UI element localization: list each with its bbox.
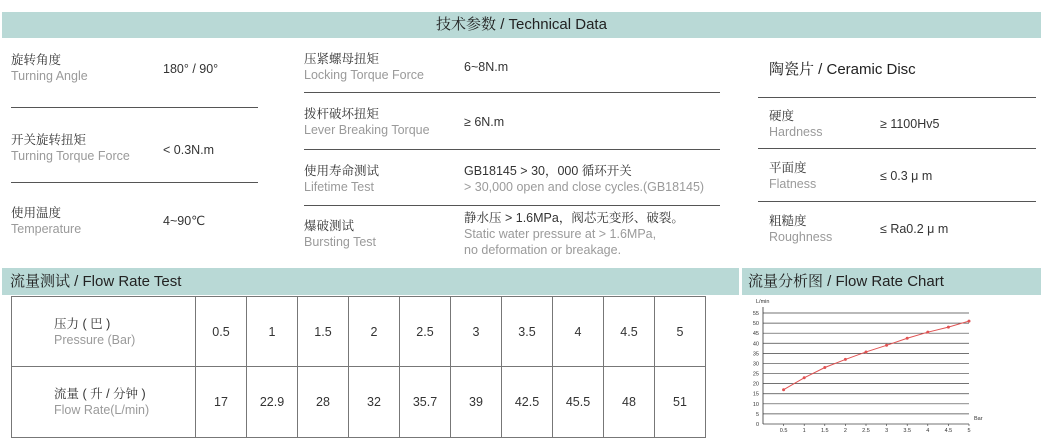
y-tick-label: 0	[755, 422, 759, 428]
pressure-cell: 1	[247, 297, 298, 367]
spec-hardness	[769, 108, 823, 140]
spec-value: ≥ 6N.m	[464, 115, 505, 129]
spec-label-zh: 硬度	[769, 109, 795, 123]
y-tick-label: 30	[752, 361, 759, 368]
flow-cell: 35.7	[400, 367, 451, 438]
flow-cell: 39	[451, 367, 502, 438]
spec-label-zh: 开关旋转扭矩	[11, 133, 87, 147]
spec-label-en: Temperature	[11, 222, 82, 236]
data-point	[782, 388, 785, 391]
ceramic-disc-title: 陶瓷片 / Ceramic Disc	[769, 61, 916, 78]
spec-value: 4~90℃	[163, 214, 206, 228]
y-tick-label: 15	[752, 391, 759, 398]
data-point	[926, 331, 929, 334]
spec-flatness	[769, 160, 816, 192]
flow-rate-table	[11, 296, 706, 438]
spec-label-en: Hardness	[769, 125, 823, 139]
y-tick-label: 55	[752, 311, 759, 317]
x-tick-label: 2	[843, 428, 847, 434]
spec-label-en: Flatness	[769, 177, 817, 191]
spec-roughness	[769, 213, 832, 245]
spec-label-en: Lever Breaking Torque	[304, 123, 430, 137]
data-point	[885, 344, 888, 347]
x-tick-label: 1.5	[820, 428, 829, 434]
flow-cell: 45.5	[553, 367, 604, 438]
spec-label-zh: 使用温度	[11, 206, 62, 220]
spec-value: ≥ 1100Hv5	[880, 117, 940, 131]
spec-label-zh: 平面度	[769, 161, 807, 175]
x-tick-label: 3	[885, 428, 889, 434]
spec-locking-torque	[304, 51, 424, 83]
spec-value: ≤ Ra0.2 μ m	[880, 222, 949, 236]
divider	[758, 97, 1036, 98]
flow-rate-test-header: 流量测试 / Flow Rate Test	[2, 268, 739, 295]
pressure-label-zh: 压力 ( 巴 )	[54, 316, 111, 331]
flow-label-zh: 流量 ( 升 / 分钟 )	[54, 387, 146, 401]
spec-value-en-2: no deformation or breakage.	[464, 243, 622, 257]
spec-value: ≤ 0.3 μ m	[880, 169, 933, 183]
y-tick-label: 35	[752, 351, 759, 358]
data-point	[823, 366, 826, 369]
x-tick-label: 0.5	[779, 428, 788, 434]
spec-value: < 0.3N.m	[163, 143, 215, 157]
pressure-cell: 3.5	[502, 297, 553, 367]
spec-label-zh: 压紧螺母扭矩	[304, 52, 380, 66]
y-tick-label: 10	[752, 401, 759, 408]
data-point	[803, 376, 806, 379]
technical-data-header: 技术参数 / Technical Data	[2, 12, 1041, 38]
divider	[304, 149, 720, 150]
divider	[758, 148, 1036, 149]
flow-cell: 22.9	[247, 367, 298, 438]
y-axis-label: L/min	[756, 299, 770, 305]
x-tick-label: 5	[967, 428, 971, 434]
pressure-cell: 5	[655, 297, 706, 367]
spec-label-zh: 粗糙度	[769, 214, 807, 228]
flow-rate-chart	[742, 296, 1041, 442]
flow-cell: 28	[298, 367, 349, 438]
y-tick-label: 20	[752, 381, 759, 388]
pressure-cell: 4	[553, 297, 604, 367]
flow-rate-chart-header: 流量分析图 / Flow Rate Chart	[742, 268, 1041, 295]
flow-header	[12, 367, 196, 438]
spec-label-zh: 旋转角度	[11, 53, 62, 67]
spec-value: 6~8N.m	[464, 60, 509, 74]
x-tick-label: 3.5	[903, 428, 912, 434]
x-tick-label: 1	[802, 428, 806, 434]
spec-label-en: Bursting Test	[304, 235, 377, 249]
pressure-cell: 2.5	[400, 297, 451, 367]
divider	[758, 201, 1036, 202]
y-tick-label: 45	[752, 331, 759, 338]
data-point	[865, 350, 868, 353]
spec-label-en: Turning Angle	[11, 69, 88, 83]
spec-turning-torque	[11, 132, 130, 164]
y-tick-label: 40	[752, 341, 759, 348]
flow-cell: 42.5	[502, 367, 553, 438]
spec-value: 静水压 > 1.6MPa，阀芯无变形、破裂。	[464, 211, 684, 225]
data-point	[844, 358, 847, 361]
spec-temperature	[11, 205, 81, 237]
flow-cell: 17	[196, 367, 247, 438]
x-tick-label: 2.5	[862, 428, 870, 434]
flow-cell: 51	[655, 367, 706, 438]
spec-turning-angle	[11, 52, 88, 84]
flow-row	[12, 367, 706, 438]
y-tick-label: 5	[755, 411, 759, 418]
spec-value-en: Static water pressure at > 1.6MPa,	[464, 227, 657, 241]
x-tick-label: 4	[926, 428, 930, 434]
y-tick-label: 25	[752, 371, 759, 378]
spec-label-zh: 使用寿命测试	[304, 164, 380, 178]
divider	[304, 92, 720, 93]
flow-rate-line	[784, 321, 969, 390]
y-tick-label: 50	[752, 321, 759, 328]
spec-value: GB18145 > 30，000 循环开关	[464, 164, 632, 178]
flow-cell: 32	[349, 367, 400, 438]
spec-value-en: > 30,000 open and close cycles.(GB18145)	[464, 180, 705, 194]
spec-bursting-test	[304, 218, 376, 250]
flow-label-en: Flow Rate(L/min)	[54, 403, 150, 417]
data-point	[947, 326, 950, 329]
pressure-cell: 4.5	[604, 297, 655, 367]
data-point	[968, 320, 971, 323]
pressure-label-en: Pressure (Bar)	[54, 332, 136, 347]
pressure-cell: 1.5	[298, 297, 349, 367]
spec-label-en: Locking Torque Force	[304, 68, 424, 82]
spec-label-zh: 爆破测试	[304, 219, 355, 233]
spec-value-block	[464, 163, 704, 195]
spec-value: 180° / 90°	[163, 62, 219, 76]
pressure-cell: 3	[451, 297, 502, 367]
divider	[304, 205, 720, 206]
x-tick-label: 4.5	[944, 428, 953, 434]
spec-lifetime-test	[304, 163, 379, 195]
divider	[11, 182, 258, 183]
spec-value-block	[464, 210, 684, 258]
spec-label-en: Turning Torque Force	[11, 149, 130, 163]
spec-label-zh: 拨杆破坏扭矩	[304, 107, 380, 121]
spec-label-en: Lifetime Test	[304, 180, 374, 194]
x-axis-label: Bar	[974, 416, 983, 422]
spec-label-en: Roughness	[769, 230, 833, 244]
pressure-cell: 0.5	[196, 297, 247, 367]
data-point	[906, 337, 909, 340]
divider	[11, 107, 258, 108]
spec-lever-breaking	[304, 106, 430, 138]
pressure-row	[12, 297, 706, 367]
pressure-cell: 2	[349, 297, 400, 367]
flow-cell: 48	[604, 367, 655, 438]
pressure-header	[12, 297, 196, 367]
